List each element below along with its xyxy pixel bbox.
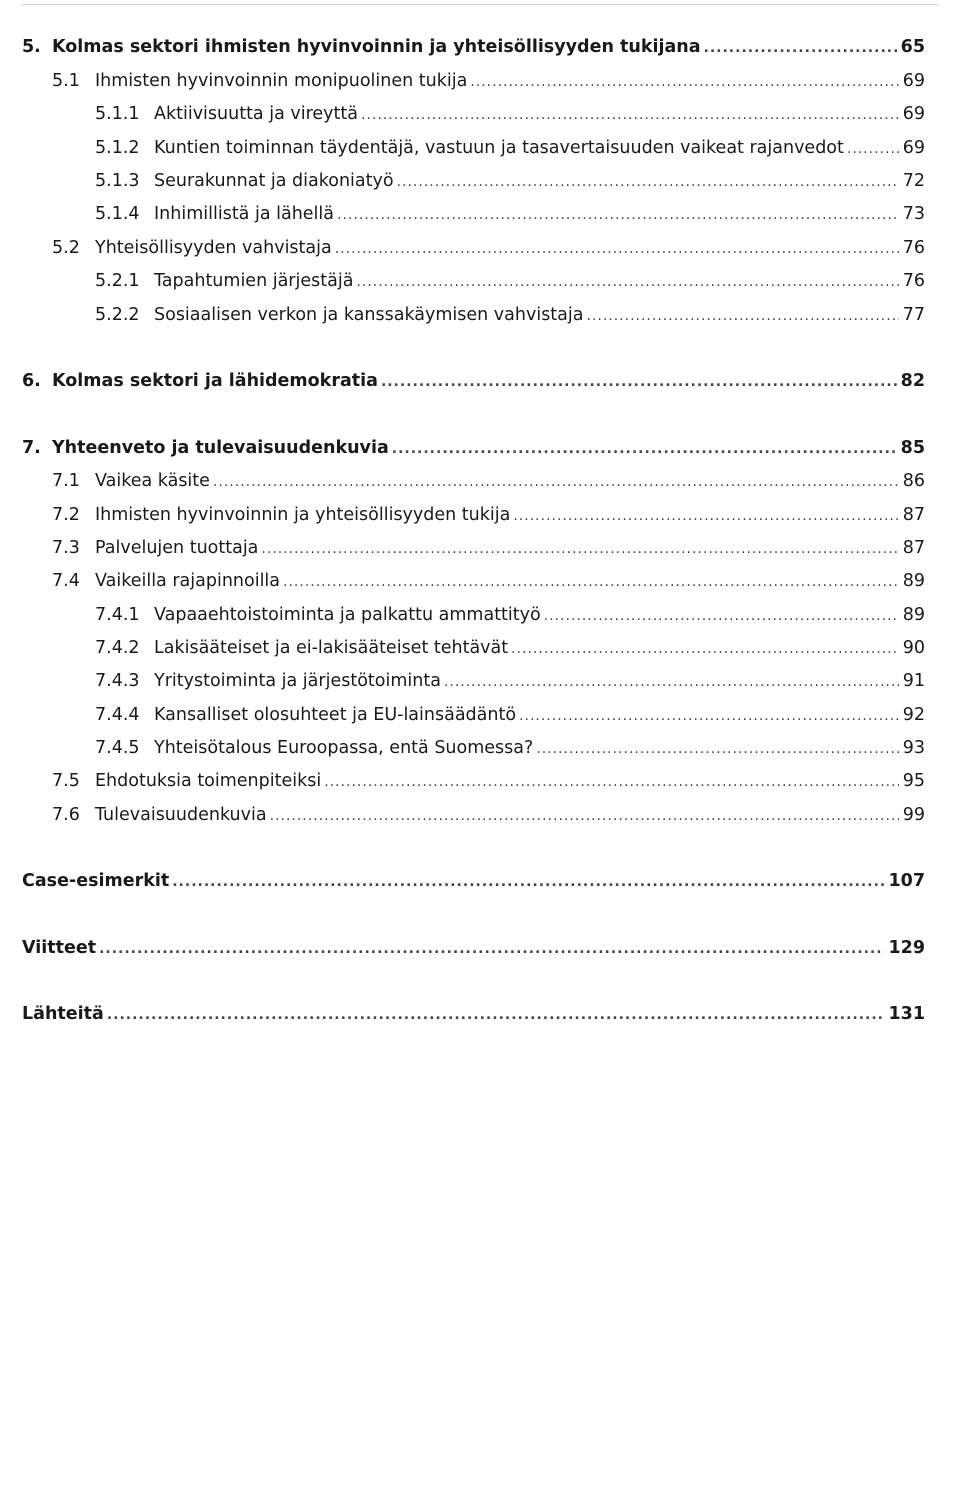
- toc-entry-title: Aktiivisuutta ja vireyttä: [154, 104, 358, 124]
- toc-entry-title: Ihmisten hyvinvoinnin ja yhteisöllisyyden tukija: [95, 505, 511, 525]
- toc-entry: [95, 702, 925, 728]
- dot-leader: [381, 369, 897, 395]
- dot-leader: [544, 603, 899, 629]
- toc-entry-title: Lähteitä: [22, 1004, 104, 1024]
- dot-leader: [324, 769, 898, 795]
- dot-leader: [335, 236, 899, 262]
- dot-leader: [213, 469, 899, 495]
- toc-entry-page-number: 90: [902, 638, 925, 658]
- toc-entry-page-number: 107: [888, 871, 925, 891]
- toc-entry-page-number: 99: [902, 805, 925, 825]
- toc-entry-page-number: 82: [900, 371, 925, 391]
- toc-entry-page-number: 91: [902, 671, 925, 691]
- toc-entry-title: Yhteisötalous Euroopassa, entä Suomessa?: [154, 738, 534, 758]
- toc-entry-number: 7.: [22, 438, 41, 458]
- toc-entry: [22, 34, 925, 60]
- toc-entry: [52, 802, 925, 828]
- toc-entry: [22, 868, 925, 894]
- toc-entry-number: 5.1.4: [95, 204, 140, 224]
- dot-leader: [511, 636, 899, 662]
- toc-entry-number: 7.4.1: [95, 605, 140, 625]
- toc-entry-number: 7.5: [52, 771, 80, 791]
- toc-entry-title: Tapahtumien järjestäjä: [154, 271, 354, 291]
- toc-entry: [95, 168, 925, 194]
- dot-leader: [337, 202, 899, 228]
- toc-entry-number: 7.2: [52, 505, 80, 525]
- toc-entry: [95, 268, 925, 294]
- toc-entry-number: 7.4: [52, 571, 80, 591]
- toc-entry-title: Yhteisöllisyyden vahvistaja: [95, 238, 332, 258]
- toc-entry-page-number: 69: [902, 71, 925, 91]
- top-rule: [22, 4, 938, 5]
- toc-entry-number: 7.1: [52, 471, 80, 491]
- toc-entry-title: Seurakunnat ja diakoniatyö: [154, 171, 394, 191]
- toc-entry-title: Vapaaehtoistoiminta ja palkattu ammattityö: [154, 605, 541, 625]
- dot-leader: [513, 503, 898, 529]
- toc-entry-title: Kansalliset olosuhteet ja EU-lainsäädäntö: [154, 705, 517, 725]
- dot-leader: [270, 803, 899, 829]
- toc-entry-page-number: 65: [900, 37, 925, 57]
- dot-leader: [586, 303, 898, 329]
- toc-entry-page-number: 87: [902, 538, 925, 558]
- toc-entry: [52, 68, 925, 94]
- toc-entry-title: Case-esimerkit: [22, 871, 170, 891]
- dot-leader: [283, 569, 899, 595]
- toc-entry-page-number: 85: [900, 438, 925, 458]
- toc-entry: [22, 435, 925, 461]
- toc-entry-title: Inhimillistä ja lähellä: [154, 204, 335, 224]
- toc-entry-page-number: 69: [902, 138, 925, 158]
- toc-entry-number: 5.2: [52, 238, 80, 258]
- toc-entry-page-number: 89: [902, 571, 925, 591]
- toc-entry: [22, 935, 925, 961]
- toc-entry-number: 7.4.5: [95, 738, 140, 758]
- toc-entry: [95, 302, 925, 328]
- toc-entry-title: Tulevaisuudenkuvia: [95, 805, 267, 825]
- toc-entry: [52, 468, 925, 494]
- toc-entry: [95, 635, 925, 661]
- dot-leader: [470, 69, 898, 95]
- toc-entry: [95, 101, 925, 127]
- dot-leader: [519, 703, 899, 729]
- toc-entry-page-number: 76: [902, 271, 925, 291]
- toc-entry-title: Palvelujen tuottaja: [95, 538, 259, 558]
- toc-entry-number: 5.1: [52, 71, 80, 91]
- toc-entry-title: Ihmisten hyvinvoinnin monipuolinen tukija: [95, 71, 468, 91]
- toc-entry: [52, 568, 925, 594]
- toc-entry-title: Sosiaalisen verkon ja kanssakäymisen vahvistaja: [154, 305, 584, 325]
- toc-entry: [22, 368, 925, 394]
- toc-entry: [95, 201, 925, 227]
- toc-entry-number: 6.: [22, 371, 41, 391]
- toc-entry-page-number: 93: [902, 738, 925, 758]
- toc-entry-number: 5.2.2: [95, 305, 140, 325]
- toc-entry-page-number: 72: [902, 171, 925, 191]
- toc-entry: [52, 768, 925, 794]
- dot-leader: [444, 669, 899, 695]
- dot-leader: [361, 102, 899, 128]
- toc-entry-title: Viitteet: [22, 938, 97, 958]
- toc-entry-page-number: 92: [902, 705, 925, 725]
- toc-entry-number: 5.1.1: [95, 104, 140, 124]
- dot-leader: [536, 736, 898, 762]
- toc-entry-number: 5.2.1: [95, 271, 140, 291]
- toc-entry: [52, 235, 925, 261]
- toc-entry-page-number: 95: [902, 771, 925, 791]
- dot-leader: [107, 1002, 885, 1028]
- toc-entry-title: Vaikea käsite: [95, 471, 210, 491]
- toc-entry-number: 5.1.3: [95, 171, 140, 191]
- dot-leader: [172, 869, 884, 895]
- toc-entry-page-number: 129: [888, 938, 925, 958]
- toc-entry-page-number: 86: [902, 471, 925, 491]
- toc-entry-number: 7.6: [52, 805, 80, 825]
- toc-entry-page-number: 89: [902, 605, 925, 625]
- toc-entry: [22, 1001, 925, 1027]
- toc-entry: [52, 502, 925, 528]
- toc-entry-title: Kolmas sektori ihmisten hyvinvoinnin ja yhteisöllisyyden tukijana: [52, 37, 701, 57]
- dot-leader: [392, 436, 897, 462]
- toc-entry: [52, 535, 925, 561]
- toc-entry-title: Vaikeilla rajapinnoilla: [95, 571, 281, 591]
- toc-entry-number: 7.4.3: [95, 671, 140, 691]
- toc-entry-number: 7.4.2: [95, 638, 140, 658]
- toc-entry-title: Kolmas sektori ja lähidemokratia: [52, 371, 378, 391]
- dot-leader: [397, 169, 899, 195]
- toc-entry-title: Lakisääteiset ja ei-lakisääteiset tehtävät: [154, 638, 509, 658]
- toc-entry-title: Yhteenveto ja tulevaisuudenkuvia: [52, 438, 389, 458]
- toc-entry: [95, 668, 925, 694]
- toc-entry: [95, 135, 925, 161]
- toc-entry-page-number: 131: [888, 1004, 925, 1024]
- dot-leader: [847, 136, 899, 162]
- toc-entry-title: Ehdotuksia toimenpiteiksi: [95, 771, 322, 791]
- toc-entry-page-number: 69: [902, 104, 925, 124]
- dot-leader: [356, 269, 898, 295]
- toc-entry-page-number: 77: [902, 305, 925, 325]
- toc-entry-page-number: 76: [902, 238, 925, 258]
- dot-leader: [99, 936, 884, 962]
- toc-entry-title: Yritystoiminta ja järjestötoiminta: [154, 671, 441, 691]
- toc-entry-page-number: 73: [902, 204, 925, 224]
- toc-entry: [95, 735, 925, 761]
- toc-entry-number: 5.: [22, 37, 41, 57]
- dot-leader: [261, 536, 898, 562]
- toc-entry-number: 5.1.2: [95, 138, 140, 158]
- toc-entry-page-number: 87: [902, 505, 925, 525]
- dot-leader: [704, 35, 897, 61]
- toc-entry: [95, 602, 925, 628]
- toc-entry-number: 7.3: [52, 538, 80, 558]
- toc-entry-number: 7.4.4: [95, 705, 140, 725]
- toc-entry-title: Kuntien toiminnan täydentäjä, vastuun ja tasavertaisuuden vaikeat rajanvedot: [154, 138, 844, 158]
